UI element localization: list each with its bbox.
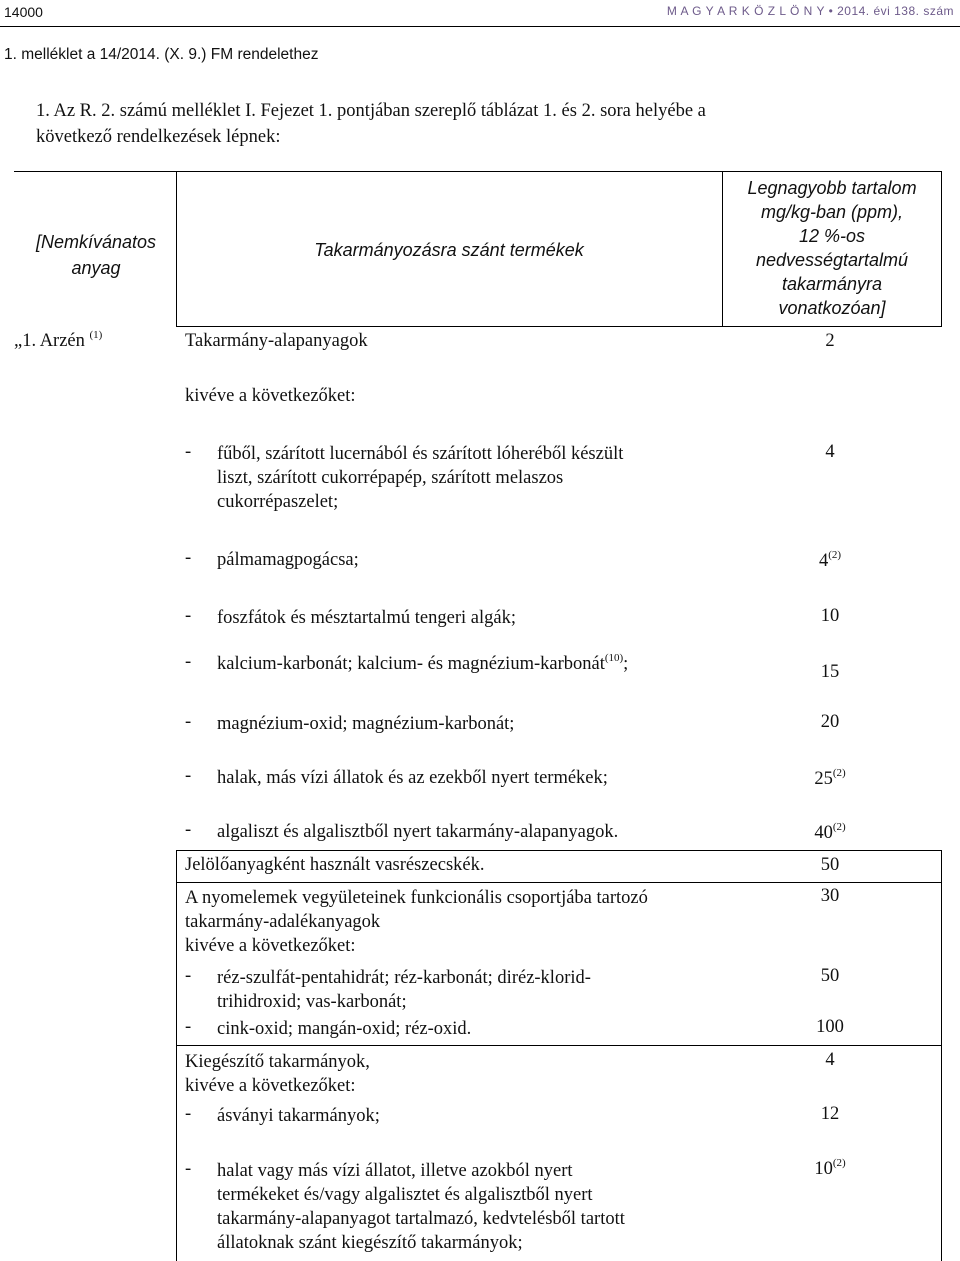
- exception-line: [217, 490, 623, 514]
- exception-phosphates: [217, 606, 516, 630]
- value-magnesium-oxide: [795, 712, 865, 733]
- exception-line: [217, 442, 623, 466]
- product-feed-materials: Takarmány-alapanyagok: [185, 331, 368, 351]
- exception-fish-products: [217, 766, 608, 790]
- exception-copper-compounds: [217, 966, 591, 1014]
- footnote-ref: (10): [604, 652, 624, 664]
- exception-line: [217, 652, 628, 676]
- value-calcium-carbonate: [795, 662, 865, 683]
- exception-grass-meal: [217, 442, 623, 514]
- exception-algae-meal: [217, 820, 618, 844]
- exception-line: [217, 820, 618, 844]
- col-header-max-content-line: 12 %-os: [798, 226, 866, 246]
- exception-line-text: cukorrépaszelet;: [217, 492, 339, 512]
- col-header-products: Takarmányozásra szánt termékek: [314, 240, 584, 260]
- exception-line: cink-oxid; mangán-oxid; réz-oxid.: [217, 1019, 472, 1039]
- dash: -: [185, 712, 192, 732]
- page-number: 14000: [4, 4, 43, 20]
- line-suffix: ;: [623, 654, 629, 674]
- exception-oxides: [217, 1017, 471, 1041]
- value-number: 10: [820, 606, 840, 626]
- journal-title: M A G Y A R K Ö Z L Ö N Y • 2014. évi 138. szám: [666, 4, 954, 18]
- dash: -: [185, 1017, 192, 1037]
- exception-line: réz-szulfát-pentahidrát; réz-karbonát; diréz-klorid-: [217, 968, 591, 988]
- value-number: 4: [818, 551, 829, 571]
- exception-line-text: pálmamagpogácsa;: [217, 550, 359, 570]
- intro-line-1: 1. Az R. 2. számú melléklet I. Fejezet 1. pontjában szereplő táblázat 1. és 2. sora helyébe a: [36, 101, 706, 121]
- value-iron-particles: 50: [820, 855, 840, 875]
- table-top-border: [14, 171, 942, 172]
- value-number: 15: [820, 662, 840, 682]
- row-divider-3: [176, 1045, 942, 1046]
- header-bottom-border: [176, 326, 942, 327]
- except-label-1: kivéve a következőket:: [185, 386, 356, 406]
- dash: -: [185, 606, 192, 626]
- dash: -: [185, 966, 192, 986]
- value-oxides: 100: [816, 1017, 844, 1037]
- value-number: 20: [820, 712, 840, 732]
- exception-line: [217, 712, 514, 736]
- dash: -: [185, 548, 192, 568]
- substance-arsenic: [14, 331, 102, 352]
- exception-line: termékeket és/vagy algalisztet és algalisztből nyert: [217, 1185, 593, 1205]
- exception-line: [217, 466, 623, 490]
- exception-line-text: algaliszt és algalisztből nyert takarmány-alapanyagok.: [217, 822, 619, 842]
- col-header-substance: [18, 229, 174, 281]
- value-complementary-feed: 4: [825, 1050, 835, 1070]
- product-complementary-feed-line: Kiegészítő takarmányok,: [185, 1052, 370, 1072]
- exception-line: állatoknak szánt kiegészítő takarmányok;: [217, 1233, 523, 1253]
- value-number: 40: [814, 823, 833, 843]
- row-divider-1: [176, 850, 942, 851]
- intro-line-2: következő rendelkezések lépnek:: [36, 127, 281, 147]
- col-header-substance-line-2: anyag: [71, 258, 121, 278]
- value-footnote-ref: (2): [832, 1157, 846, 1169]
- dash: -: [185, 1104, 192, 1124]
- col-header-max-content-line: vonatkozóan]: [778, 298, 886, 318]
- dash: -: [185, 1159, 192, 1179]
- col-header-max-content-line: mg/kg-ban (ppm),: [760, 202, 904, 222]
- value-fish-products: [795, 769, 865, 790]
- product-trace-elements-line-2: takarmány-adalékanyagok: [185, 912, 381, 932]
- product-trace-elements: [185, 886, 648, 958]
- value-grass-meal: [795, 442, 865, 463]
- col-header-max-content-line: nedvességtartalmú: [755, 250, 909, 270]
- dash: -: [185, 442, 192, 462]
- value-copper-compounds: 50: [820, 966, 840, 986]
- substance-footnote-ref: (1): [89, 329, 103, 341]
- exception-magnesium-oxide: [217, 712, 514, 736]
- exception-line-text: foszfátok és mésztartalmú tengeri algák;: [217, 608, 516, 628]
- col-header-max-content: [722, 176, 942, 320]
- product-complementary-feed: [185, 1050, 370, 1098]
- exception-line-text: magnézium-oxid; magnézium-karbonát;: [217, 714, 515, 734]
- value-mineral-feed: [795, 1104, 865, 1125]
- exception-line: halat vagy más vízi állatot, illetve azokból nyert: [217, 1161, 573, 1181]
- exception-calcium-carbonate: [217, 652, 628, 676]
- col-header-substance-line-1: [Nemkívánatos: [35, 232, 157, 252]
- value-footnote-ref: (2): [832, 767, 846, 779]
- lower-left-border: [176, 850, 177, 1261]
- value-algae-meal: [795, 823, 865, 844]
- exception-line: takarmány-alapanyagot tartalmazó, kedvtelésből tartott: [217, 1209, 625, 1229]
- substance-name: „1. Arzén: [14, 331, 85, 351]
- value-number: 12: [820, 1104, 840, 1124]
- value-number: 4: [825, 442, 835, 462]
- value-footnote-ref: (2): [828, 549, 842, 561]
- row-divider-2: [176, 882, 942, 883]
- exception-line-text: halak, más vízi állatok és az ezekből nyert termékek;: [217, 768, 608, 788]
- value-number: 25: [814, 769, 833, 789]
- col-header-max-content-line: Legnagyobb tartalom: [747, 178, 917, 198]
- exception-pet-feed: [217, 1159, 625, 1255]
- except-label-3: kivéve a következőket:: [185, 1076, 356, 1096]
- exception-line-text: liszt, szárított cukorrépapép, szárított melaszos: [217, 468, 564, 488]
- dash: -: [185, 766, 192, 786]
- product-iron-particles: Jelölőanyagként használt vasrészecskék.: [185, 855, 485, 875]
- value-trace-elements: 30: [820, 886, 840, 906]
- exception-mineral-feed: [217, 1104, 380, 1128]
- exception-palm-kernel: [217, 548, 359, 572]
- value-palm-kernel: [795, 551, 865, 572]
- annex-title: 1. melléklet a 14/2014. (X. 9.) FM rendelethez: [4, 46, 319, 63]
- exception-line: trihidroxid; vas-karbonát;: [217, 992, 407, 1012]
- value-pet-feed: [795, 1159, 865, 1180]
- value-footnote-ref: (2): [832, 821, 846, 833]
- header-divider: [0, 26, 960, 27]
- exception-line-text: kalcium-karbonát; kalcium- és magnézium-karbonát: [217, 654, 605, 674]
- value-feed-materials: 2: [825, 331, 835, 351]
- exception-line-text: fűből, szárított lucernából és szárított lóheréből készült: [217, 444, 624, 464]
- dash: -: [185, 820, 192, 840]
- exception-line: [217, 766, 608, 790]
- value-phosphates: [795, 606, 865, 627]
- exception-line: ásványi takarmányok;: [217, 1106, 380, 1126]
- dash: -: [185, 652, 192, 672]
- exception-line: [217, 548, 359, 572]
- value-number: 10: [814, 1159, 833, 1179]
- except-label-2: kivéve a következőket:: [185, 936, 356, 956]
- exception-line: [217, 606, 516, 630]
- product-trace-elements-line-1: A nyomelemek vegyületeinek funkcionális csoportjába tartozó: [185, 888, 648, 908]
- lower-right-border: [941, 850, 942, 1261]
- col-header-max-content-line: takarmányra: [781, 274, 883, 294]
- intro-paragraph: [36, 98, 706, 150]
